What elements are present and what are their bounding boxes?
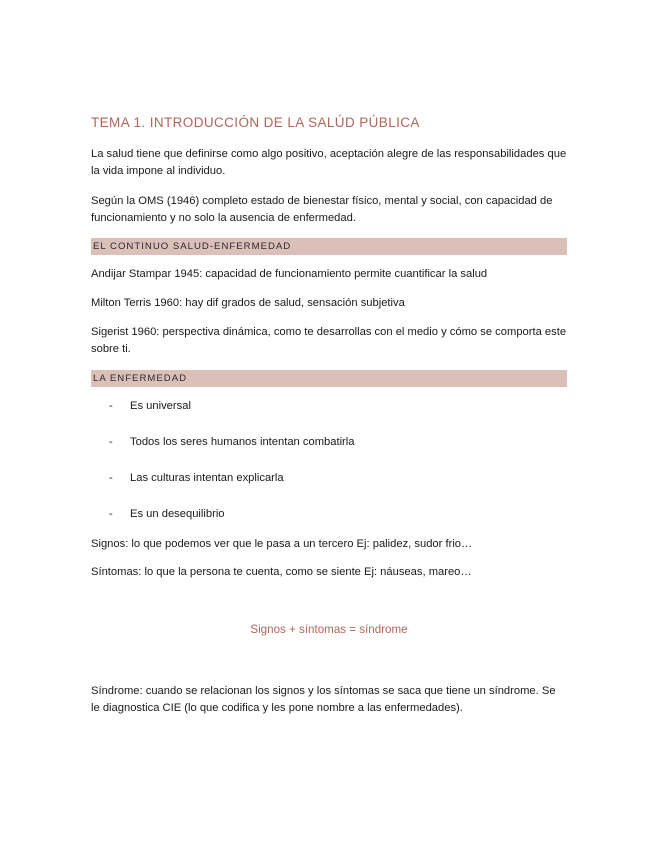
list-item-text: Las culturas intentan explicarla <box>130 472 284 484</box>
intro-paragraph-2: Según la OMS (1946) completo estado de bienestar físico, mental y social, con capacidad de funcionamiento y no solo la ausencia de enfermedad. <box>91 195 553 224</box>
list-item <box>109 470 284 487</box>
list-item-text: Todos los seres humanos intentan combatirla <box>130 436 355 448</box>
bullet-marker: - <box>109 508 113 520</box>
paragraph-sindrome: Síndrome: cuando se relacionan los signos y los síntomas se saca que tiene un síndrome. Se le diagnostica CIE (lo que codifica y les pone nombre a las enfermedades). <box>91 685 556 714</box>
list-item <box>109 434 355 451</box>
paragraph-sintomas: Síntomas: lo que la persona te cuenta, como se siente Ej: náuseas, mareo… <box>91 566 472 578</box>
list-item-text: Es un desequilibrio <box>130 508 225 520</box>
formula-highlight: Signos + síntomas = síndrome <box>250 623 408 636</box>
section-heading-continuo: EL CONTINUO SALUD-ENFERMEDAD <box>91 238 567 255</box>
bullet-marker: - <box>109 400 113 412</box>
list-item-text: Es universal <box>130 400 191 412</box>
paragraph-terris: Milton Terris 1960: hay dif grados de salud, sensación subjetiva <box>91 297 405 309</box>
paragraph-signos: Signos: lo que podemos ver que le pasa a un tercero Ej: palidez, sudor frio… <box>91 538 473 550</box>
bullet-marker: - <box>109 472 113 484</box>
paragraph-sigerist: Sigerist 1960: perspectiva dinámica, como te desarrollas con el medio y cómo se comporta este sobre ti. <box>91 326 567 355</box>
intro-paragraph-1: La salud tiene que definirse como algo positivo, aceptación alegre de las responsabilidades que la vida impone al individuo. <box>91 148 567 177</box>
section-heading-enfermedad: LA ENFERMEDAD <box>91 370 567 387</box>
document-title: TEMA 1. INTRODUCCIÓN DE LA SALÚD PÚBLICA <box>91 115 420 130</box>
paragraph-stampar: Andijar Stampar 1945: capacidad de funcionamiento permite cuantificar la salud <box>91 268 488 280</box>
list-item <box>109 506 225 523</box>
bullet-marker: - <box>109 436 113 448</box>
list-item <box>109 398 191 415</box>
